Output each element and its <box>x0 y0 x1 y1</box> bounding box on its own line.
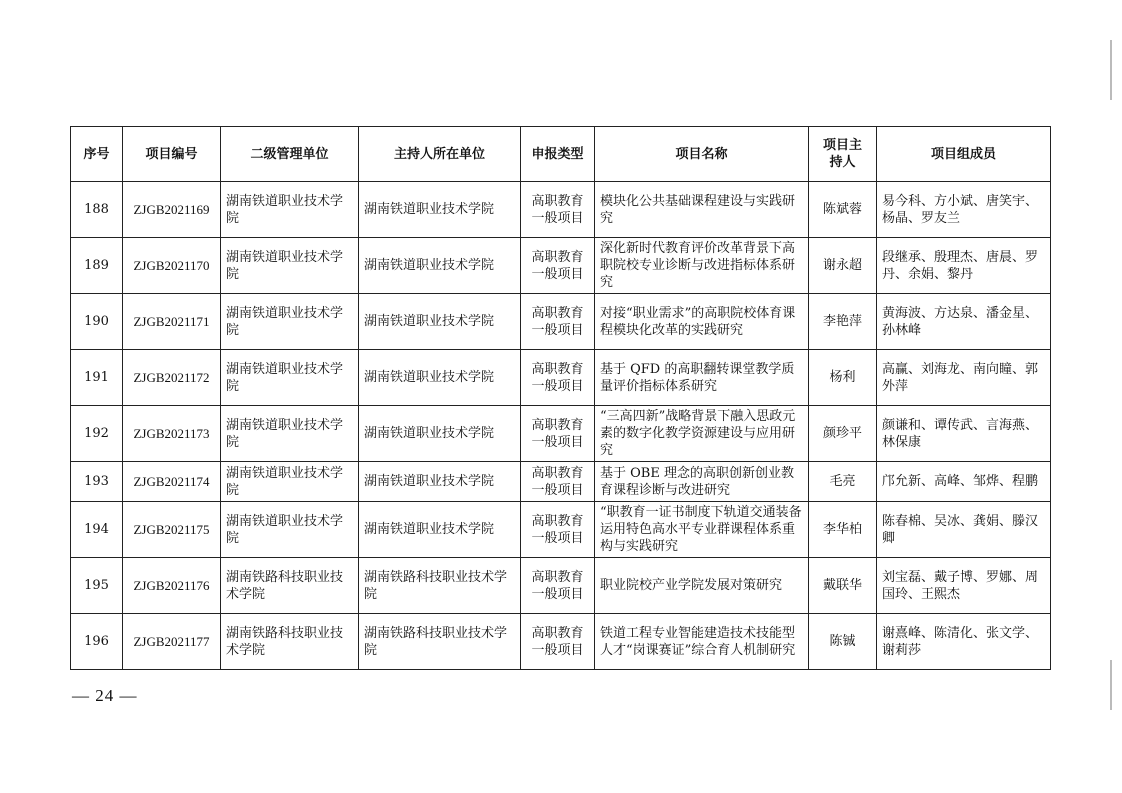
cell-code: ZJGB2021175 <box>123 502 221 558</box>
cell-unit2: 湖南铁道职业技术学院 <box>221 238 359 294</box>
cell-seq: 195 <box>71 558 123 614</box>
binding-margin-mark <box>1110 40 1112 100</box>
table-row <box>71 502 1051 558</box>
cell-unit2: 湖南铁道职业技术学院 <box>221 406 359 462</box>
cell-seq: 192 <box>71 406 123 462</box>
cell-name: 模块化公共基础课程建设与实践研究 <box>595 182 809 238</box>
cell-host: 李艳萍 <box>809 294 877 350</box>
cell-host-unit: 湖南铁道职业技术学院 <box>359 350 521 406</box>
table-body <box>71 182 1051 670</box>
cell-type: 高职教育一般项目 <box>521 502 595 558</box>
cell-name: 基于 QFD 的高职翻转课堂教学质量评价指标体系研究 <box>595 350 809 406</box>
cell-members: 段继承、殷理杰、唐晨、罗丹、余娟、黎丹 <box>877 238 1051 294</box>
cell-host-unit: 湖南铁道职业技术学院 <box>359 502 521 558</box>
cell-type: 高职教育一般项目 <box>521 462 595 502</box>
cell-type: 高职教育一般项目 <box>521 238 595 294</box>
header-type: 申报类型 <box>521 127 595 182</box>
cell-seq: 196 <box>71 614 123 670</box>
cell-host-unit: 湖南铁道职业技术学院 <box>359 238 521 294</box>
cell-host: 陈斌蓉 <box>809 182 877 238</box>
header-host: 项目主持人 <box>809 127 877 182</box>
cell-unit2: 湖南铁道职业技术学院 <box>221 350 359 406</box>
table-row <box>71 614 1051 670</box>
cell-host: 颜珍平 <box>809 406 877 462</box>
cell-host-unit: 湖南铁路科技职业技术学院 <box>359 558 521 614</box>
cell-unit2: 湖南铁路科技职业技术学院 <box>221 614 359 670</box>
cell-host: 杨利 <box>809 350 877 406</box>
cell-code: ZJGB2021173 <box>123 406 221 462</box>
cell-type: 高职教育一般项目 <box>521 558 595 614</box>
cell-host: 毛亮 <box>809 462 877 502</box>
table-header-row <box>71 127 1051 182</box>
cell-members: 谢熹峰、陈清化、张文学、谢莉莎 <box>877 614 1051 670</box>
cell-name: 职业院校产业学院发展对策研究 <box>595 558 809 614</box>
cell-unit2: 湖南铁道职业技术学院 <box>221 502 359 558</box>
table-row <box>71 558 1051 614</box>
cell-host-unit: 湖南铁道职业技术学院 <box>359 182 521 238</box>
cell-code: ZJGB2021169 <box>123 182 221 238</box>
table-row <box>71 238 1051 294</box>
header-host-unit: 主持人所在单位 <box>359 127 521 182</box>
cell-name: “三高四新”战略背景下融入思政元素的数字化教学资源建设与应用研究 <box>595 406 809 462</box>
cell-name: 铁道工程专业智能建造技术技能型人才“岗课赛证”综合育人机制研究 <box>595 614 809 670</box>
cell-host-unit: 湖南铁道职业技术学院 <box>359 462 521 502</box>
project-table <box>70 126 1051 670</box>
cell-name: 深化新时代教育评价改革背景下高职院校专业诊断与改进指标体系研究 <box>595 238 809 294</box>
cell-members: 高赢、刘海龙、南向瞳、郭外萍 <box>877 350 1051 406</box>
cell-members: 陈春棉、吴冰、龚娟、滕汉卿 <box>877 502 1051 558</box>
cell-host: 戴联华 <box>809 558 877 614</box>
cell-host: 李华柏 <box>809 502 877 558</box>
cell-type: 高职教育一般项目 <box>521 182 595 238</box>
cell-members: 颜谦和、谭传武、言海燕、林保康 <box>877 406 1051 462</box>
cell-code: ZJGB2021174 <box>123 462 221 502</box>
table-row <box>71 294 1051 350</box>
cell-host: 陈铖 <box>809 614 877 670</box>
cell-name: 基于 OBE 理念的高职创新创业教育课程诊断与改进研究 <box>595 462 809 502</box>
cell-host-unit: 湖南铁路科技职业技术学院 <box>359 614 521 670</box>
header-code: 项目编号 <box>123 127 221 182</box>
cell-host-unit: 湖南铁道职业技术学院 <box>359 294 521 350</box>
cell-type: 高职教育一般项目 <box>521 294 595 350</box>
cell-seq: 194 <box>71 502 123 558</box>
cell-seq: 193 <box>71 462 123 502</box>
cell-seq: 188 <box>71 182 123 238</box>
header-name: 项目名称 <box>595 127 809 182</box>
cell-seq: 189 <box>71 238 123 294</box>
cell-members: 易今科、方小斌、唐笑宇、杨晶、罗友兰 <box>877 182 1051 238</box>
cell-code: ZJGB2021177 <box>123 614 221 670</box>
cell-host: 谢永超 <box>809 238 877 294</box>
cell-code: ZJGB2021171 <box>123 294 221 350</box>
table-row <box>71 182 1051 238</box>
cell-code: ZJGB2021176 <box>123 558 221 614</box>
cell-unit2: 湖南铁路科技职业技术学院 <box>221 558 359 614</box>
cell-name: 对接“职业需求”的高职院校体育课程模块化改革的实践研究 <box>595 294 809 350</box>
binding-margin-mark <box>1110 660 1112 710</box>
cell-type: 高职教育一般项目 <box>521 614 595 670</box>
cell-unit2: 湖南铁道职业技术学院 <box>221 462 359 502</box>
header-members: 项目组成员 <box>877 127 1051 182</box>
cell-seq: 190 <box>71 294 123 350</box>
cell-host-unit: 湖南铁道职业技术学院 <box>359 406 521 462</box>
cell-unit2: 湖南铁道职业技术学院 <box>221 182 359 238</box>
cell-type: 高职教育一般项目 <box>521 350 595 406</box>
cell-members: 刘宝磊、戴子博、罗娜、周国玲、王熙杰 <box>877 558 1051 614</box>
cell-code: ZJGB2021172 <box>123 350 221 406</box>
cell-code: ZJGB2021170 <box>123 238 221 294</box>
page-number: — 24 — <box>72 686 138 705</box>
cell-seq: 191 <box>71 350 123 406</box>
table-row <box>71 406 1051 462</box>
header-unit2: 二级管理单位 <box>221 127 359 182</box>
table-row <box>71 350 1051 406</box>
table-row <box>71 462 1051 502</box>
cell-type: 高职教育一般项目 <box>521 406 595 462</box>
cell-name: “职教育一证书制度下轨道交通装备运用特色高水平专业群课程体系重构与实践研究 <box>595 502 809 558</box>
cell-members: 邝允新、高峰、邹烨、程鹏 <box>877 462 1051 502</box>
cell-unit2: 湖南铁道职业技术学院 <box>221 294 359 350</box>
cell-members: 黄海波、方达泉、潘金星、孙林峰 <box>877 294 1051 350</box>
header-seq: 序号 <box>71 127 123 182</box>
